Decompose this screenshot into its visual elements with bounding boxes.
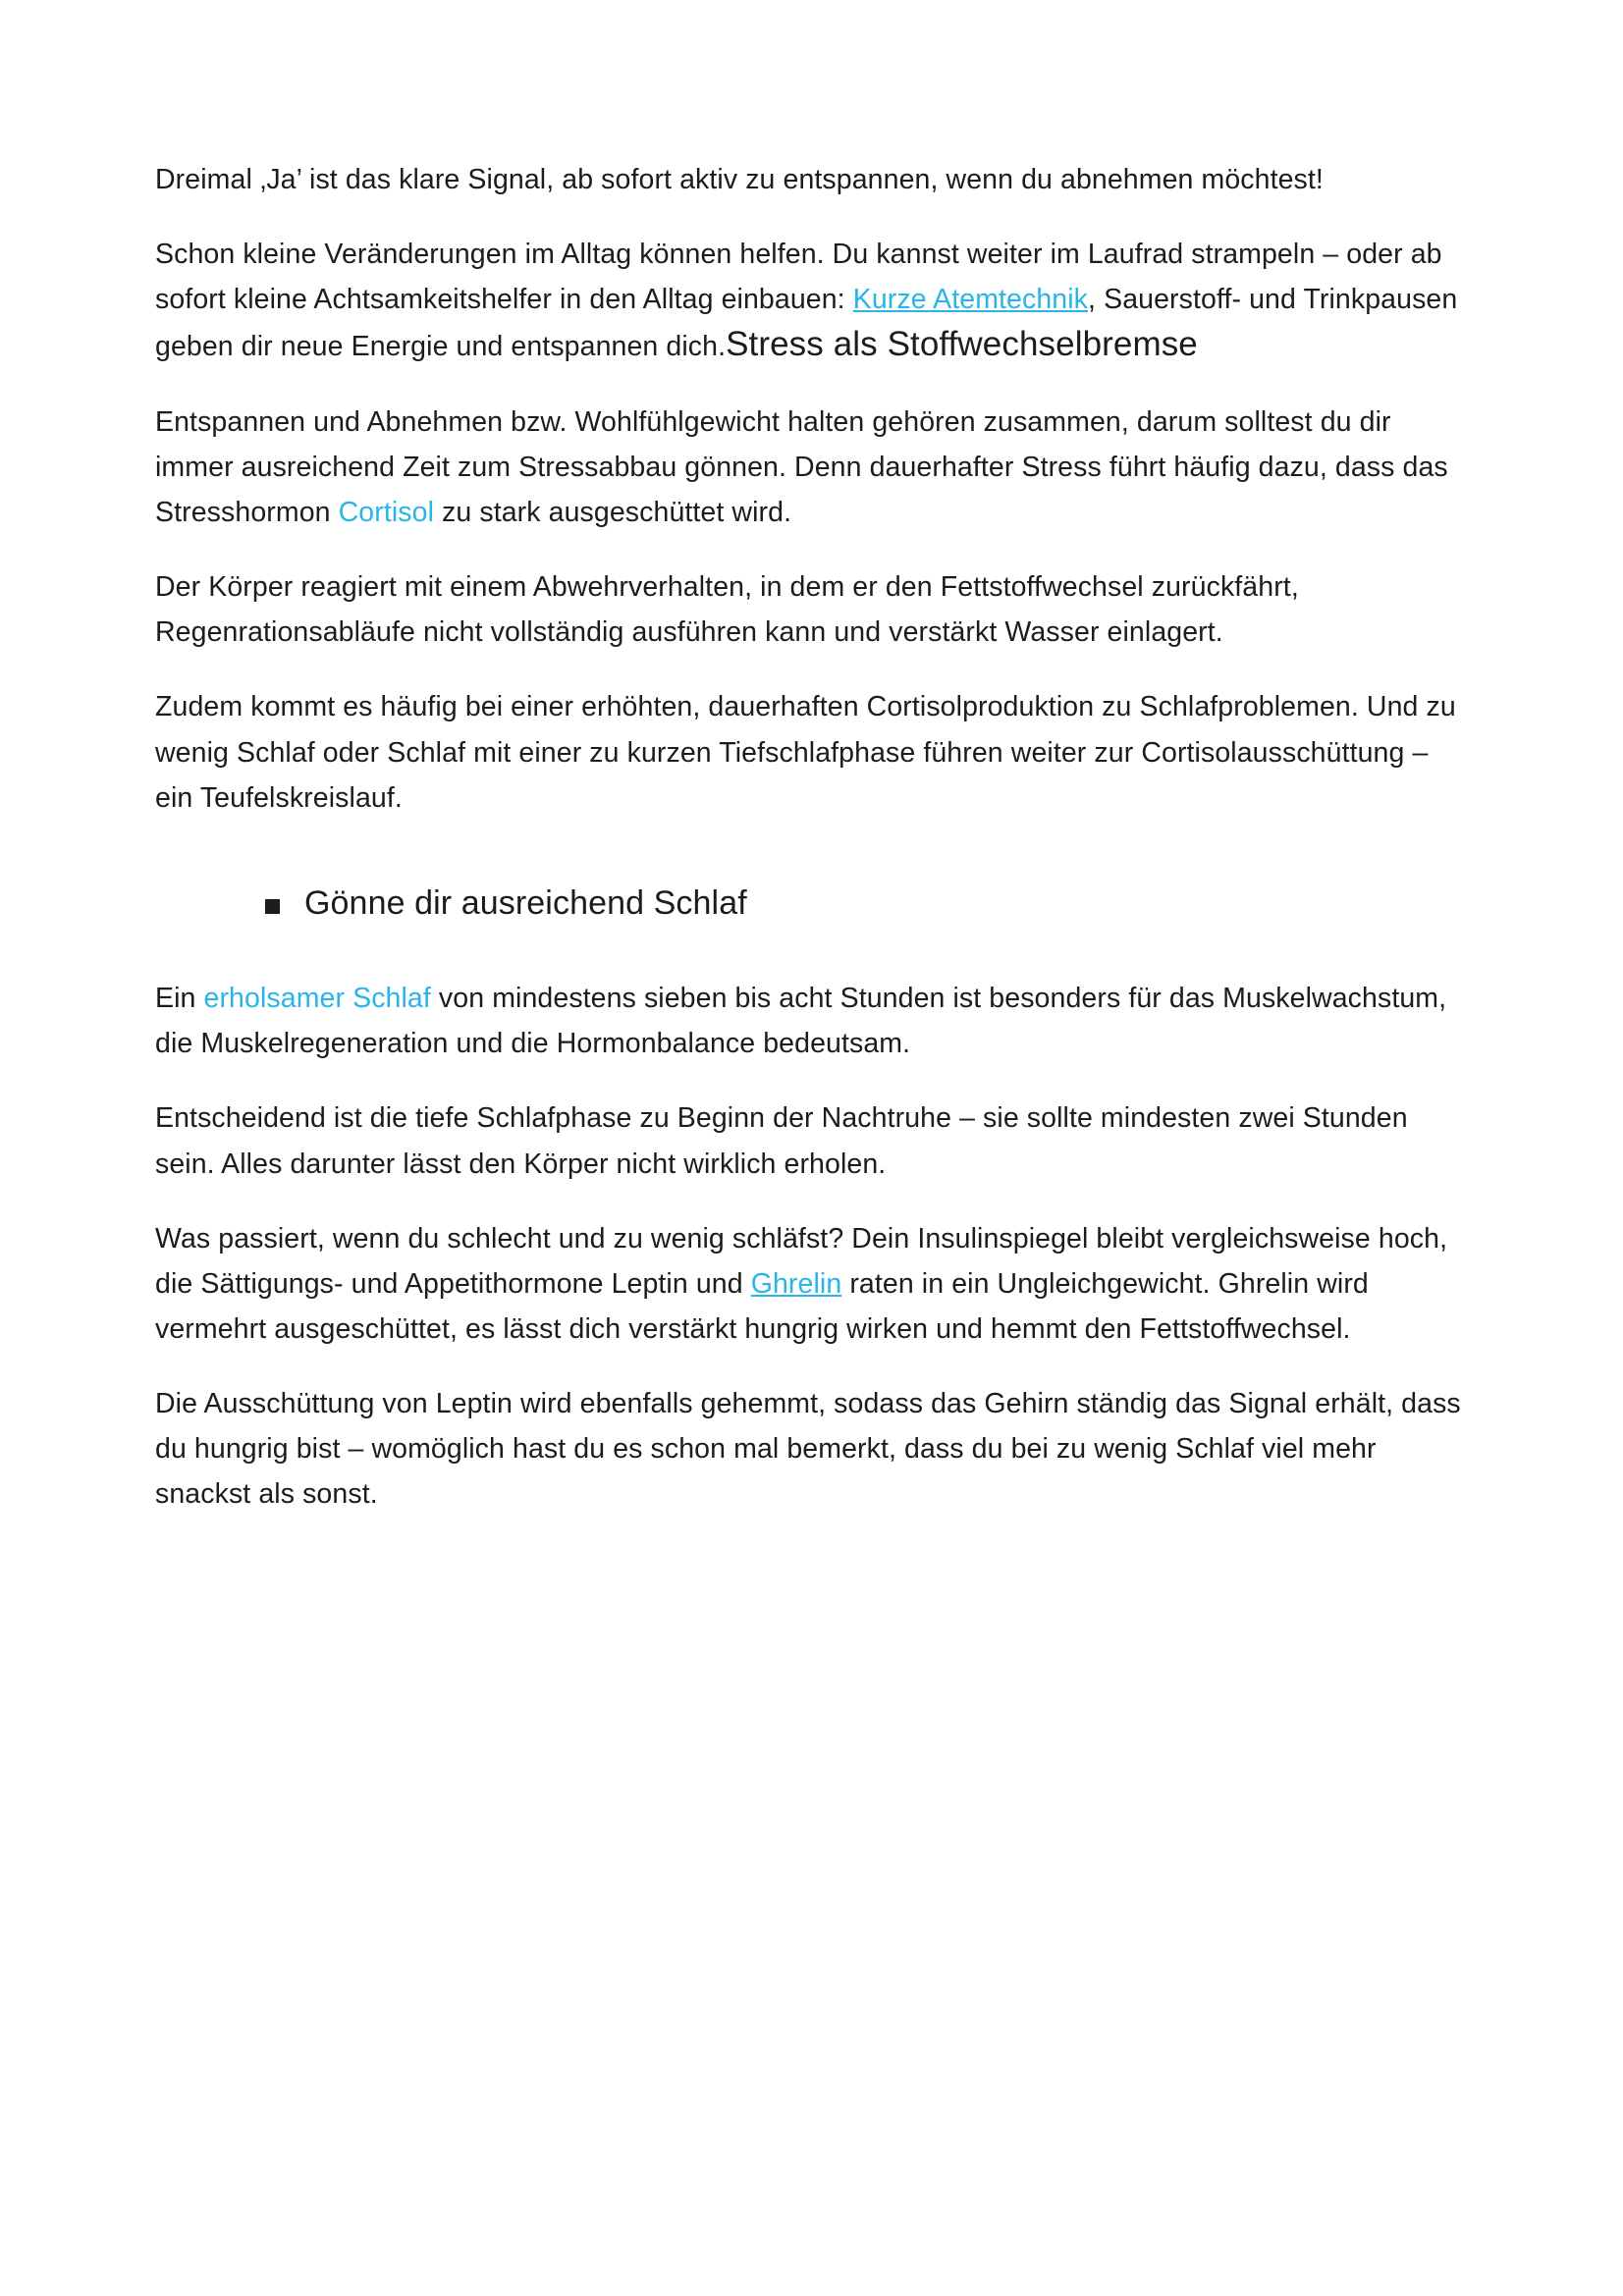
paragraph-alltag-text-after: , Sauerstoff- und Trinkpausen geben dir neue Energie und entspannen dich.: [155, 284, 1458, 363]
paragraph-insulinspiegel: [155, 1216, 1471, 1352]
paragraph-cortisol: [155, 400, 1471, 535]
paragraph-abwehrverhalten: [155, 564, 1471, 655]
paragraph-schlafprobleme-text: Zudem kommt es häufig bei einer erhöhten, dauerhaften Cortisolproduktion zu Schlafproblemen. Und zu wenig Schlaf oder Schlaf mit einer zu kurzen Tiefschlafphase führen weiter zur Cortisolausschüttung – ein Teufelskreislauf.: [155, 691, 1456, 814]
paragraph-tiefe-schlafphase-text: Entscheidend ist die tiefe Schlafphase zu Beginn der Nachtruhe – sie sollte mindesten zwei Stunden sein. Alles darunter lässt den Körper nicht wirklich erholen.: [155, 1102, 1408, 1180]
paragraph-alltag-text-before: Schon kleine Veränderungen im Alltag können helfen. Du kannst weiter im Laufrad strampeln – oder ab sofort kleine Achtsamkeitshelfer in den Alltag einbauen:: [155, 239, 1442, 316]
paragraph-erholsamer-schlaf-text-after: von mindestens sieben bis acht Stunden ist besonders für das Muskelwachstum, die Muskelregeneration und die Hormonbalance bedeutsam.: [155, 983, 1447, 1060]
paragraph-erholsamer-schlaf-text-before: Ein: [155, 983, 204, 1015]
paragraph-erholsamer-schlaf: [155, 976, 1471, 1066]
bullet-list-item-schlaf: [155, 881, 1471, 925]
bullet-heading-label: Gönne dir ausreichend Schlaf: [304, 883, 747, 922]
paragraph-alltag: [155, 232, 1471, 369]
paragraph-schlafprobleme: [155, 684, 1471, 820]
paragraph-cortisol-text-after: zu stark ausgeschüttet wird.: [434, 496, 792, 528]
heading-stress-als-stoffwechselbremse: Stress als Stoffwechselbremse: [726, 325, 1198, 364]
document-body: [155, 157, 1471, 1518]
paragraph-intro-text: Dreimal ‚Ja’ ist das klare Signal, ab sofort aktiv zu entspannen, wenn du abnehmen möchtest!: [155, 164, 1324, 195]
square-bullet-icon: [265, 899, 280, 914]
link-kurze-atemtechnik[interactable]: Kurze Atemtechnik: [852, 284, 1089, 316]
link-ghrelin[interactable]: Ghrelin: [750, 1267, 842, 1300]
paragraph-insulinspiegel-text-after: raten in ein Ungleichgewicht. Ghrelin wird vermehrt ausgeschüttet, es lässt dich verstärkt hungrig wirken und hemmt den Fettstoffwechsel.: [155, 1267, 1369, 1345]
accent-cortisol: Cortisol: [338, 496, 435, 528]
paragraph-intro: [155, 157, 1471, 202]
accent-erholsamer-schlaf: erholsamer Schlaf: [203, 983, 431, 1015]
paragraph-leptin-text: Die Ausschüttung von Leptin wird ebenfalls gehemmt, sodass das Gehirn ständig das Signal erhält, dass du hungrig bist – womöglich hast du es schon mal bemerkt, dass du bei zu wenig Schlaf viel mehr snackst als sonst.: [155, 1388, 1461, 1511]
paragraph-insulinspiegel-text-before: Was passiert, wenn du schlecht und zu wenig schläfst? Dein Insulinspiegel bleibt vergleichsweise hoch, die Sättigungs- und Appetithormone Leptin und: [155, 1222, 1448, 1300]
paragraph-tiefe-schlafphase: [155, 1095, 1471, 1186]
paragraph-leptin: [155, 1381, 1471, 1517]
paragraph-cortisol-text-before: Entspannen und Abnehmen bzw. Wohlfühlgewicht halten gehören zusammen, darum solltest du dir immer ausreichend Zeit zum Stressabbau gönnen. Denn dauerhafter Stress führt häufig dazu, dass das Stresshormon: [155, 405, 1448, 528]
paragraph-abwehrverhalten-text: Der Körper reagiert mit einem Abwehrverhalten, in dem er den Fettstoffwechsel zurückfährt, Regenrationsabläufe nicht vollständig ausführen kann und verstärkt Wasser einlagert.: [155, 571, 1299, 649]
